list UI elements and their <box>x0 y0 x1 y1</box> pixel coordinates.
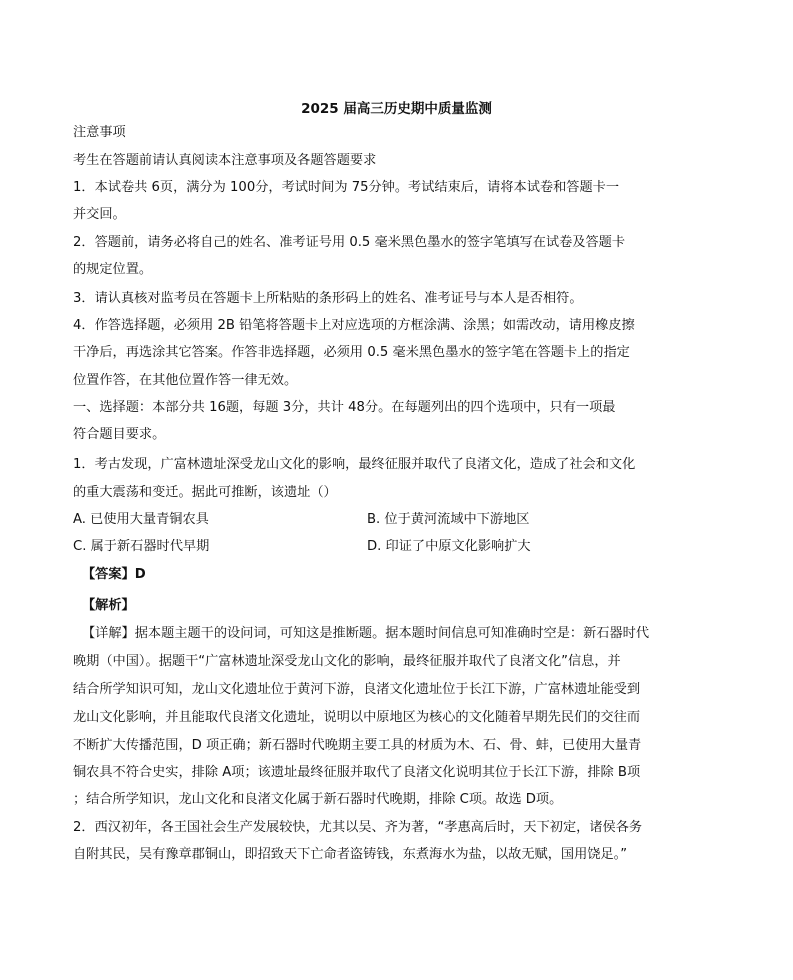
q1-option-c: C. 属于新石器时代早期 <box>73 539 210 554</box>
q1-analysis-line-4: 龙山文化影响，并且能取代良渚文化遗址，说明以中原地区为核心的文化随着早期先民们的交往而 <box>73 710 641 725</box>
q1-analysis-label: 【解析】 <box>82 598 135 613</box>
document-title: 2025 届高三历史期中质量监测 <box>301 101 492 117</box>
notice-item-4-line-2: 干净后，再选涂其它答案。作答非选择题，必须用 0.5 毫米黑色墨水的签字笔在答题卡上的指定 <box>73 345 630 360</box>
q1-option-d: D. 印证了中原文化影响扩大 <box>367 539 531 554</box>
q1-analysis-line-5: 不断扩大传播范围，D 项正确；新石器时代晚期主要工具的材质为木、石、骨、蚌，已使用大量青 <box>73 738 642 753</box>
q1-analysis-line-3: 结合所学知识可知，龙山文化遗址位于黄河下游，良渚文化遗址位于长江下游，广富林遗址能受到 <box>73 682 641 697</box>
notice-item-1-line-2: 并交回。 <box>73 207 126 222</box>
q1-option-b: B. 位于黄河流域中下游地区 <box>367 512 530 527</box>
notice-item-3: 3．请认真核对监考员在答题卡上所粘贴的条形码上的姓名、准考证号与本人是否相符。 <box>73 291 583 306</box>
q1-stem-line-1: 1．考古发现，广富林遗址深受龙山文化的影响，最终征服并取代了良渚文化，造成了社会和文化 <box>73 457 636 472</box>
notice-item-2-line-1: 2．答题前，请务必将自己的姓名、准考证号用 0.5 毫米黑色墨水的签字笔填写在试卷及答题卡 <box>73 235 626 250</box>
q1-analysis-line-2: 晚期（中国）。据题干“广富林遗址深受龙山文化的影响，最终征服并取代了良渚文化”信息，并 <box>73 654 621 669</box>
section-heading-line-1: 一、选择题：本部分共 16题，每题 3分，共计 48分。在每题列出的四个选项中，只有一项最 <box>73 400 616 415</box>
section-heading-line-2: 符合题目要求。 <box>73 427 166 442</box>
notice-item-1-line-1: 1．本试卷共 6页，满分为 100分，考试时间为 75分钟。考试结束后，请将本试卷和答题卡一 <box>73 180 620 195</box>
q2-stem-line-1: 2．西汉初年，各王国社会生产发展较快，尤其以吴、齐为著，“孝惠高后时，天下初定，诸侯各务 <box>73 820 643 835</box>
notice-intro: 考生在答题前请认真阅读本注意事项及各题答题要求 <box>73 153 377 168</box>
q2-stem-line-2: 自附其民，吴有豫章郡铜山，即招致天下亡命者盗铸钱，东煮海水为盐，以故无赋，国用饶足。” <box>73 847 628 862</box>
q1-analysis-line-1: 【详解】据本题主题干的设问词，可知这是推断题。据本题时间信息可知准确时空是：新石器时代 <box>82 626 650 641</box>
q1-stem-line-2: 的重大震荡和变迁。据此可推断，该遗址（） <box>73 485 337 500</box>
notice-item-2-line-2: 的规定位置。 <box>73 262 153 277</box>
q1-analysis-line-6: 铜农具不符合史实，排除 A项；该遗址最终征服并取代了良渚文化说明其位于长江下游，排除 B项 <box>73 765 641 780</box>
q1-option-a: A. 已使用大量青铜农具 <box>73 512 209 527</box>
q1-answer: 【答案】D <box>82 567 146 582</box>
q1-analysis-line-7: ；结合所学知识，龙山文化和良渚文化属于新石器时代晚期，排除 C项。故选 D项。 <box>73 792 563 807</box>
notice-item-4-line-3: 位置作答，在其他位置作答一律无效。 <box>73 373 298 388</box>
notice-item-4-line-1: 4．作答选择题，必须用 2B 铅笔将答题卡上对应选项的方框涂满、涂黑；如需改动，请用橡皮擦 <box>73 318 635 333</box>
notice-heading: 注意事项 <box>73 125 126 140</box>
